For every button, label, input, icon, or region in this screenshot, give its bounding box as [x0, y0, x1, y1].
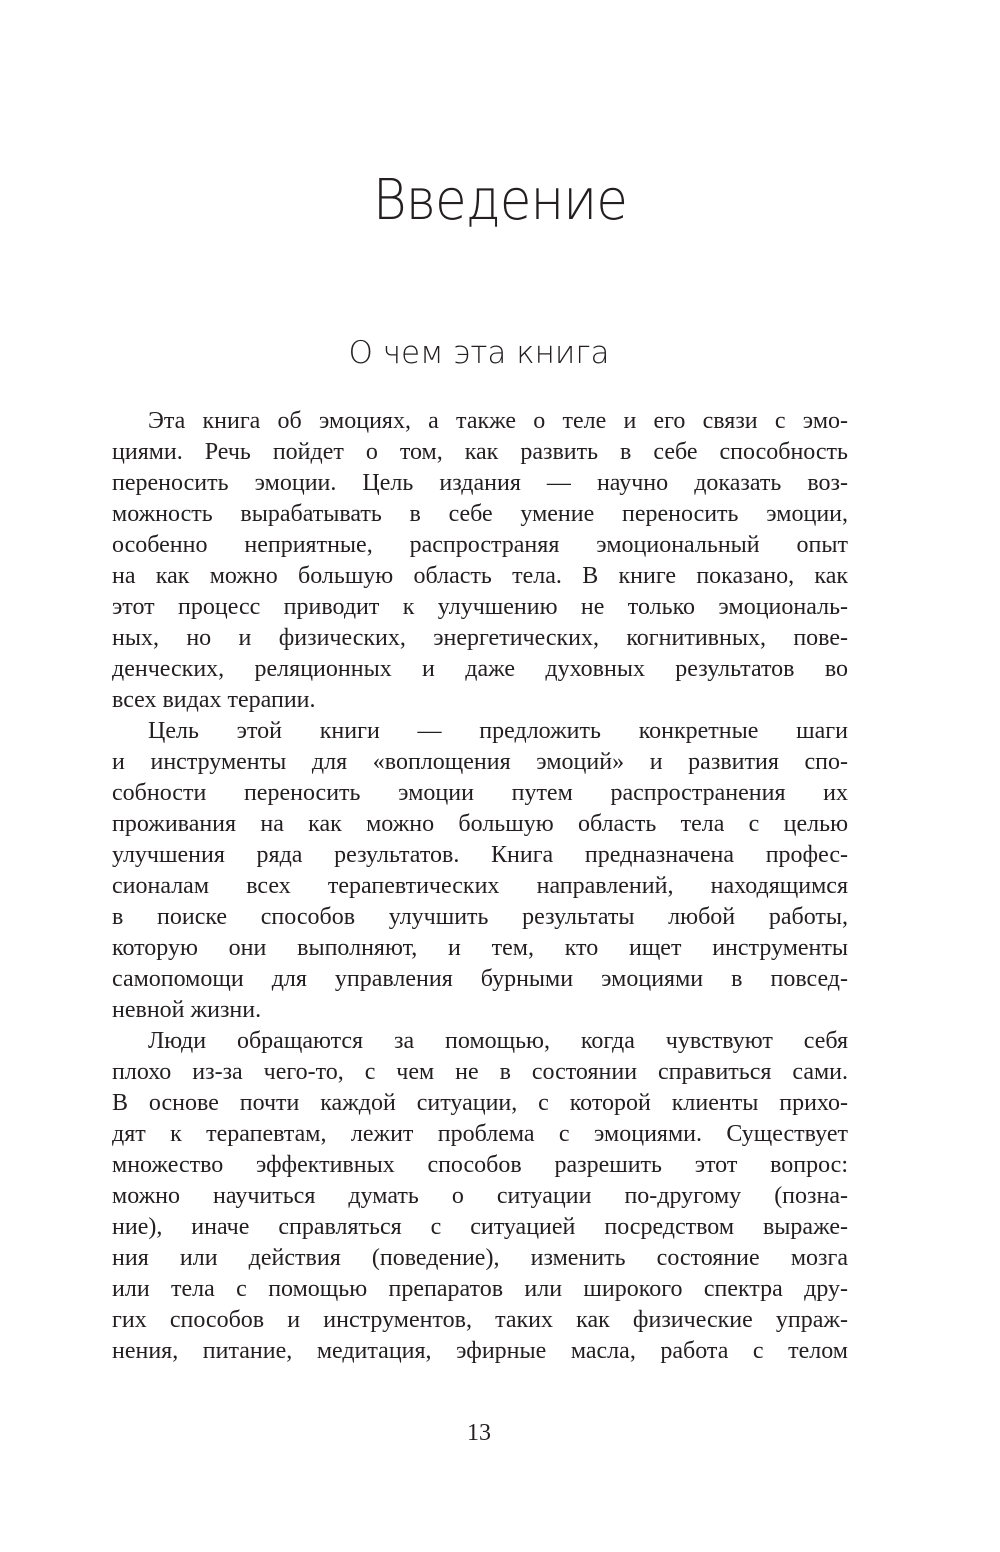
text-line: ния или действия (поведение), изменить состояние мозга: [112, 1245, 848, 1271]
text-line: нения, питание, медитация, эфирные масла, работа с телом: [112, 1338, 848, 1364]
text-line: или тела с помощью препаратов или широкого спектра дру-: [112, 1276, 848, 1302]
text-line: которую они выполняют, и тем, кто ищет инструменты: [112, 935, 848, 961]
text-line: В основе почти каждой ситуации, с которой клиенты прихо-: [112, 1090, 848, 1116]
text-line: Люди обращаются за помощью, когда чувствуют себя: [148, 1028, 848, 1054]
text-line: Цель этой книги — предложить конкретные шаги: [148, 718, 848, 744]
text-line: проживания на как можно большую область тела с целью: [112, 811, 848, 837]
text-line: плохо из-за чего-то, с чем не в состоянии справиться сами.: [112, 1059, 848, 1085]
text-line: Эта книга об эмоциях, а также о теле и его связи с эмо-: [148, 408, 848, 434]
text-line: можно научиться думать о ситуации по-другому (позна-: [112, 1183, 848, 1209]
text-line: переносить эмоции. Цель издания — научно доказать воз-: [112, 470, 848, 496]
text-line: собности переносить эмоции путем распространения их: [112, 780, 848, 806]
text-line: можность вырабатывать в себе умение переносить эмоции,: [112, 501, 848, 527]
text-line: множество эффективных способов разрешить этот вопрос:: [112, 1152, 848, 1178]
text-line: сионалам всех терапевтических направлений, находящимся: [112, 873, 848, 899]
paragraph: [112, 1026, 848, 1367]
text-line: дят к терапевтам, лежит проблема с эмоциями. Существует: [112, 1121, 848, 1147]
text-line: всех видах терапии.: [112, 687, 316, 713]
page-number: 13: [467, 1420, 491, 1446]
text-line: ных, но и физических, энергетических, когнитивных, пове-: [112, 625, 848, 651]
paragraph: [112, 716, 848, 1026]
chapter-title: Введение: [372, 168, 628, 233]
text-line: невной жизни.: [112, 997, 262, 1023]
text-line: этот процесс приводит к улучшению не только эмоциональ-: [112, 594, 848, 620]
text-line: циями. Речь пойдет о том, как развить в себе способность: [112, 439, 848, 465]
body-text: [112, 406, 848, 1367]
text-line: ние), иначе справляться с ситуацией посредством выраже-: [112, 1214, 848, 1240]
paragraph: [112, 406, 848, 716]
text-line: самопомощи для управления бурными эмоциями в повсед-: [112, 966, 848, 992]
text-line: и инструменты для «воплощения эмоций» и развития спо-: [112, 749, 848, 775]
text-line: улучшения ряда результатов. Книга предназначена профес-: [112, 842, 848, 868]
text-line: гих способов и инструментов, таких как физические упраж-: [112, 1307, 848, 1333]
text-line: денческих, реляционных и даже духовных результатов во: [112, 656, 848, 682]
text-line: особенно неприятные, распространяя эмоциональный опыт: [112, 532, 848, 558]
text-line: на как можно большую область тела. В книге показано, как: [112, 563, 848, 589]
text-line: в поиске способов улучшить результаты любой работы,: [112, 904, 848, 930]
section-title: О чем эта книга: [348, 335, 610, 371]
